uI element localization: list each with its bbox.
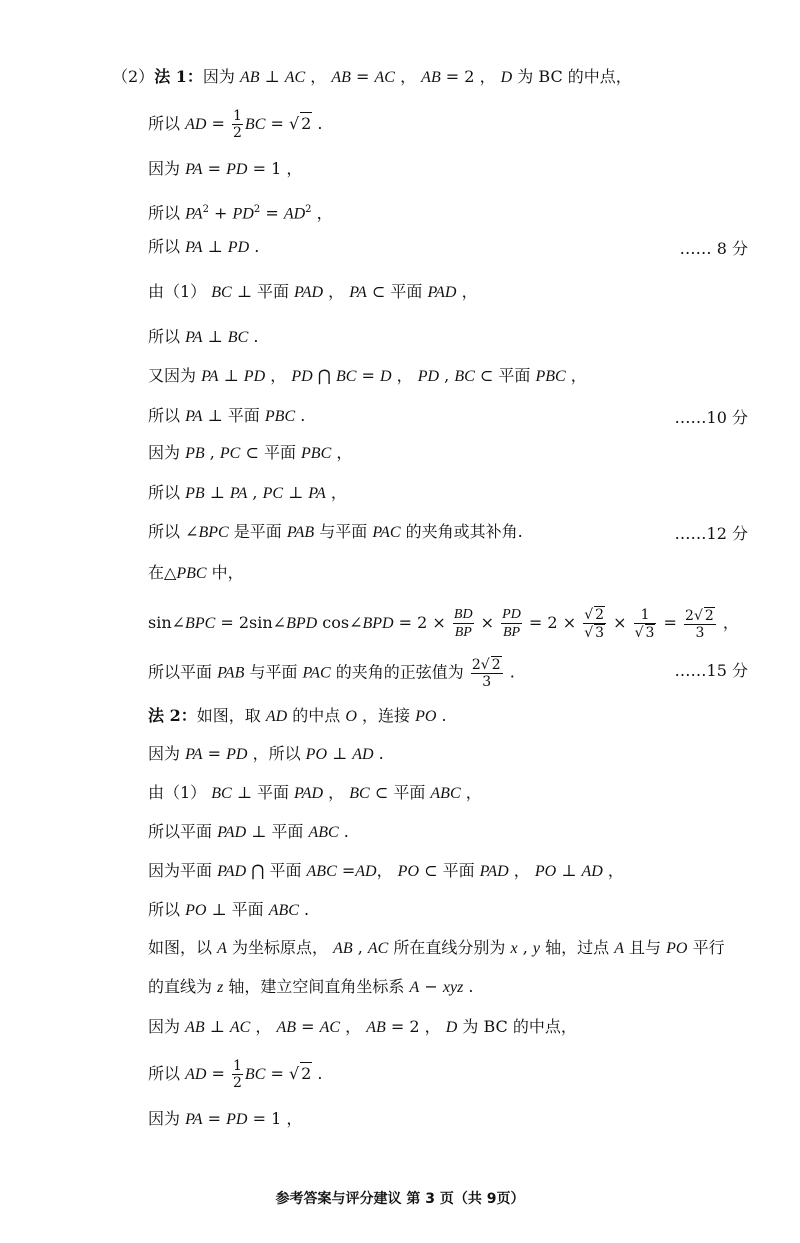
line-14: sin∠BPC = 2sin∠BPD cos∠BPD = 2 × $\frac{BD}{BP}$ × $\frac{PD}{BP}$ = 2 × $\frac{√ 2}{√ 3}$ × $\frac{1}{√ 3}$ = $\frac{2√ 2}{3}$ ， <box>148 606 739 641</box>
line-2: 所以 AD = $\frac{1}{2}$ BC = √ 2 . <box>148 108 323 141</box>
line-18: 由（1） BC ⊥ 平面 PAD ， BC ⊂ 平面 ABC ， <box>148 783 482 802</box>
line-17: 因为 PA = PD ，所以 PO ⊥ AD . <box>148 744 384 763</box>
line-3: 因为 PA = PD = 1 ， <box>148 159 303 178</box>
line-8: 又因为 PA ⊥ PD ， PD ⋂ BC = D ， PD , BC ⊂ 平面 PBC ， <box>148 366 587 385</box>
page-footer: 参考答案与评分建议 第 3 页（共 9页） <box>275 1191 525 1207</box>
score-10: ……10 分 <box>674 408 748 427</box>
line-25: 所以 AD = $\frac{1}{2}$ BC = √ 2 . <box>148 1058 323 1091</box>
score-15: ……15 分 <box>674 661 748 680</box>
line-13: 在△PBC 中， <box>148 563 244 582</box>
line-22: 如图，以 A 为坐标原点， AB , AC 所在直线分别为 x , y 轴，过点 A 且与 PO 平行 <box>148 938 725 957</box>
line-12: 所以 ∠BPC 是平面 PAB 与平面 PAC 的夹角或其补角. <box>148 522 523 541</box>
line-5: 所以 PA ⊥ PD . <box>148 237 260 256</box>
line-20: 因为平面 PAD ⋂ 平面 ABC =AD， PO ⊂ 平面 PAD ， PO ⊥ AD ， <box>148 861 624 880</box>
line-11: 所以 PB ⊥ PA , PC ⊥ PA ， <box>148 483 347 502</box>
line-19: 所以平面 PAD ⊥ 平面 ABC . <box>148 822 349 841</box>
line-23: 的直线为 z 轴，建立空间直角坐标系 A − xyz . <box>148 977 474 996</box>
score-12: ……12 分 <box>674 524 748 543</box>
line-7: 所以 PA ⊥ BC . <box>148 327 259 346</box>
line-24: 因为 AB ⊥ AC ， AB = AC ， AB = 2 ， D 为 BC 的中点， <box>148 1017 577 1036</box>
line-10: 因为 PB , PC ⊂ 平面 PBC ， <box>148 443 353 462</box>
line-16: 法 2：如图，取 AD 的中点 O ，连接 PO . <box>148 706 447 725</box>
line-4: 所以 $PA^2 + PD^2 = AD^2$ ， <box>148 203 333 223</box>
line-21: 所以 PO ⊥ 平面 ABC . <box>148 900 310 919</box>
line-1: （2）法 1：因为 AB ⊥ AC ， AB = AC ， AB = 2 ， D 为 BC 的中点， <box>112 67 632 86</box>
score-8: …… 8 分 <box>679 239 748 258</box>
line-26: 因为 PA = PD = 1 ， <box>148 1109 303 1128</box>
line-9: 所以 PA ⊥ 平面 PBC . <box>148 406 306 425</box>
line-15: 所以平面 PAB 与平面 PAC 的夹角的正弦值为 $\frac{2√ 2}{3}$ . <box>148 657 515 690</box>
line-6: 由（1） BC ⊥ 平面 PAD ， PA ⊂ 平面 PAD ， <box>148 282 478 301</box>
